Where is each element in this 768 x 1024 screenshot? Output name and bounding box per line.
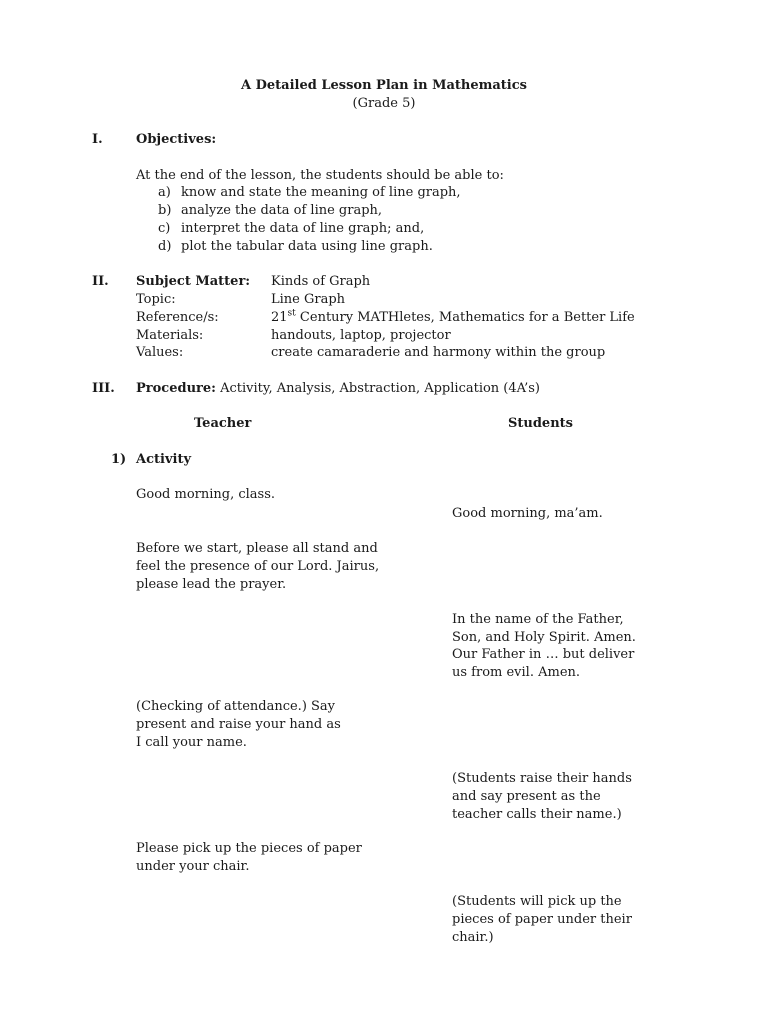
objective-item: interpret the data of line graph; and, — [181, 221, 425, 236]
student-line: In the name of the Father, — [452, 612, 624, 627]
section-number-procedure: III. — [92, 381, 115, 396]
objective-item: know and state the meaning of line graph, — [181, 185, 461, 200]
objective-mark: a) — [158, 185, 171, 200]
materials-value: handouts, laptop, projector — [271, 328, 451, 343]
teacher-line: Before we start, please all stand and — [136, 541, 378, 556]
teacher-line: Good morning, class. — [136, 487, 276, 502]
student-line: Son, and Holy Spirit. Amen. — [452, 630, 636, 645]
objectives-heading: Objectives: — [136, 132, 217, 147]
section-number-objectives: I. — [92, 132, 103, 147]
teacher-line: I call your name. — [136, 735, 247, 750]
teacher-line: present and raise your hand as — [136, 717, 341, 732]
subject-matter-label: Subject Matter: — [136, 274, 251, 289]
materials-label: Materials: — [136, 328, 204, 343]
values-label: Values: — [136, 345, 184, 360]
student-line: Our Father in … but deliver — [452, 647, 635, 662]
teacher-line: Please pick up the pieces of paper — [136, 841, 362, 856]
page-title: A Detailed Lesson Plan in Mathematics — [241, 78, 527, 93]
activity-heading: Activity — [136, 452, 191, 467]
reference-label: Reference/s: — [136, 310, 219, 325]
students-column-header: Students — [508, 416, 573, 431]
values-value: create camaraderie and harmony within the group — [271, 345, 606, 360]
objective-mark: b) — [158, 203, 172, 218]
section-number-subject: II. — [92, 274, 109, 289]
objective-mark: d) — [158, 239, 172, 254]
student-line: us from evil. Amen. — [452, 665, 581, 680]
procedure-text: Activity, Analysis, Abstraction, Application (4A’s) — [215, 381, 541, 396]
teacher-line: feel the presence of our Lord. Jairus, — [136, 559, 380, 574]
student-line: and say present as the — [452, 789, 601, 804]
student-line: chair.) — [452, 930, 494, 945]
teacher-line: please lead the prayer. — [136, 577, 287, 592]
objective-mark: c) — [158, 221, 171, 236]
grade-label: (Grade 5) — [352, 96, 416, 111]
activity-number: 1) — [111, 452, 127, 467]
subject-matter-value: Kinds of Graph — [271, 274, 371, 289]
teacher-line: under your chair. — [136, 859, 250, 874]
student-line: Good morning, ma’am. — [452, 506, 603, 521]
procedure-line — [136, 380, 540, 398]
student-line: pieces of paper under their — [452, 912, 632, 927]
teacher-column-header: Teacher — [194, 416, 252, 431]
student-line: (Students raise their hands — [452, 771, 632, 786]
teacher-line: (Checking of attendance.) Say — [136, 699, 336, 714]
objectives-intro: At the end of the lesson, the students should be able to: — [136, 168, 504, 183]
student-line: (Students will pick up the — [452, 894, 622, 909]
objective-item: plot the tabular data using line graph. — [181, 239, 433, 254]
reference-value: 21st Century MATHletes, Mathematics for a Better Life — [271, 308, 635, 325]
objective-item: analyze the data of line graph, — [181, 203, 383, 218]
procedure-heading: Procedure: — [136, 381, 216, 396]
student-line: teacher calls their name.) — [452, 807, 622, 822]
topic-label: Topic: — [136, 292, 176, 307]
topic-value: Line Graph — [271, 292, 346, 307]
